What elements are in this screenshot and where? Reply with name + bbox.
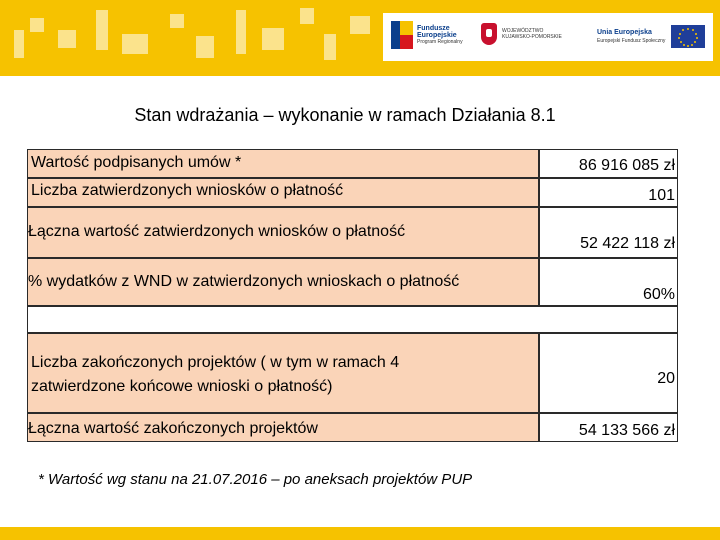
banner-decoration: [122, 34, 148, 54]
table-row-value-cell: [539, 333, 678, 413]
table-row-label-cell: [27, 413, 539, 442]
row-label: % wydatków z WND w zatwierdzonych wnioskach o płatność: [28, 273, 460, 290]
row-label: Łączna wartość zakończonych projektów: [28, 420, 318, 437]
row-value: 60%: [642, 286, 675, 303]
banner-decoration: [236, 10, 246, 54]
banner-decoration: [30, 18, 44, 32]
fundusze-europejskie-icon: [391, 21, 413, 49]
banner-decoration: [58, 30, 76, 48]
row-label: Wartość podpisanych umów *: [31, 154, 242, 171]
kujawsko-pomorskie-logo: [481, 23, 562, 45]
kp-logo-line2: KUJAWSKO-POMORSKIE: [502, 34, 562, 40]
row-value: 54 133 566 zł: [578, 422, 675, 439]
banner-decoration: [324, 34, 336, 60]
header-banner: [0, 0, 720, 76]
table-row-value-cell: [539, 413, 678, 442]
row-label-line2: zatwierdzone końcowe wnioski o płatność): [31, 378, 333, 395]
fundusze-europejskie-logo: [391, 21, 463, 49]
banner-decoration: [170, 14, 184, 28]
row-label: Łączna wartość zatwierdzonych wniosków o płatność: [28, 223, 406, 240]
fe-logo-line1: Fundusze: [417, 24, 450, 32]
table-row-label-cell: [27, 149, 539, 178]
fe-logo-line3: Program Regionalny: [417, 38, 463, 45]
ue-logo-line2: Europejski Fundusz Społeczny: [597, 37, 666, 44]
banner-decoration: [262, 28, 284, 50]
banner-decoration: [300, 8, 314, 24]
fe-logo-line2: Europejskie: [417, 31, 457, 39]
row-value: 101: [648, 187, 675, 204]
logos-panel: [383, 13, 713, 61]
banner-decoration: [196, 36, 214, 58]
row-label-line1: Liczba zakończonych projektów ( w tym w ramach 4: [31, 354, 400, 371]
row-value: 20: [657, 370, 675, 387]
table-row-value-cell: [539, 207, 678, 258]
banner-decoration: [96, 10, 108, 50]
coat-of-arms-icon: [481, 23, 497, 45]
kp-logo-line1: WOJEWÓDZTWO: [502, 28, 544, 34]
footnote: * Wartość wg stanu na 21.07.2016 – po aneksach projektów PUP: [38, 471, 473, 488]
footer-bar: [0, 527, 720, 540]
table-row-label-cell: [27, 333, 539, 413]
row-label: Liczba zatwierdzonych wniosków o płatność: [31, 182, 344, 199]
ue-logo-line1: Unia Europejska: [597, 28, 652, 36]
table-row-value-cell: [539, 149, 678, 178]
page-title: Stan wdrażania – wykonanie w ramach Działania 8.1: [134, 105, 556, 125]
row-value: 52 422 118 zł: [580, 235, 675, 252]
row-value: 86 916 085 zł: [578, 157, 675, 174]
table-row-value-cell: [539, 258, 678, 306]
table-row-label-cell: [27, 258, 539, 306]
eu-flag-icon: [671, 25, 705, 48]
banner-decoration: [350, 16, 370, 34]
table-row-value-cell: [539, 178, 678, 207]
table-row-label-cell: [27, 178, 539, 207]
table-row-label-cell: [27, 207, 539, 258]
banner-decoration: [14, 30, 24, 58]
table-blank-row: [27, 306, 678, 333]
unia-europejska-logo: [597, 25, 705, 48]
